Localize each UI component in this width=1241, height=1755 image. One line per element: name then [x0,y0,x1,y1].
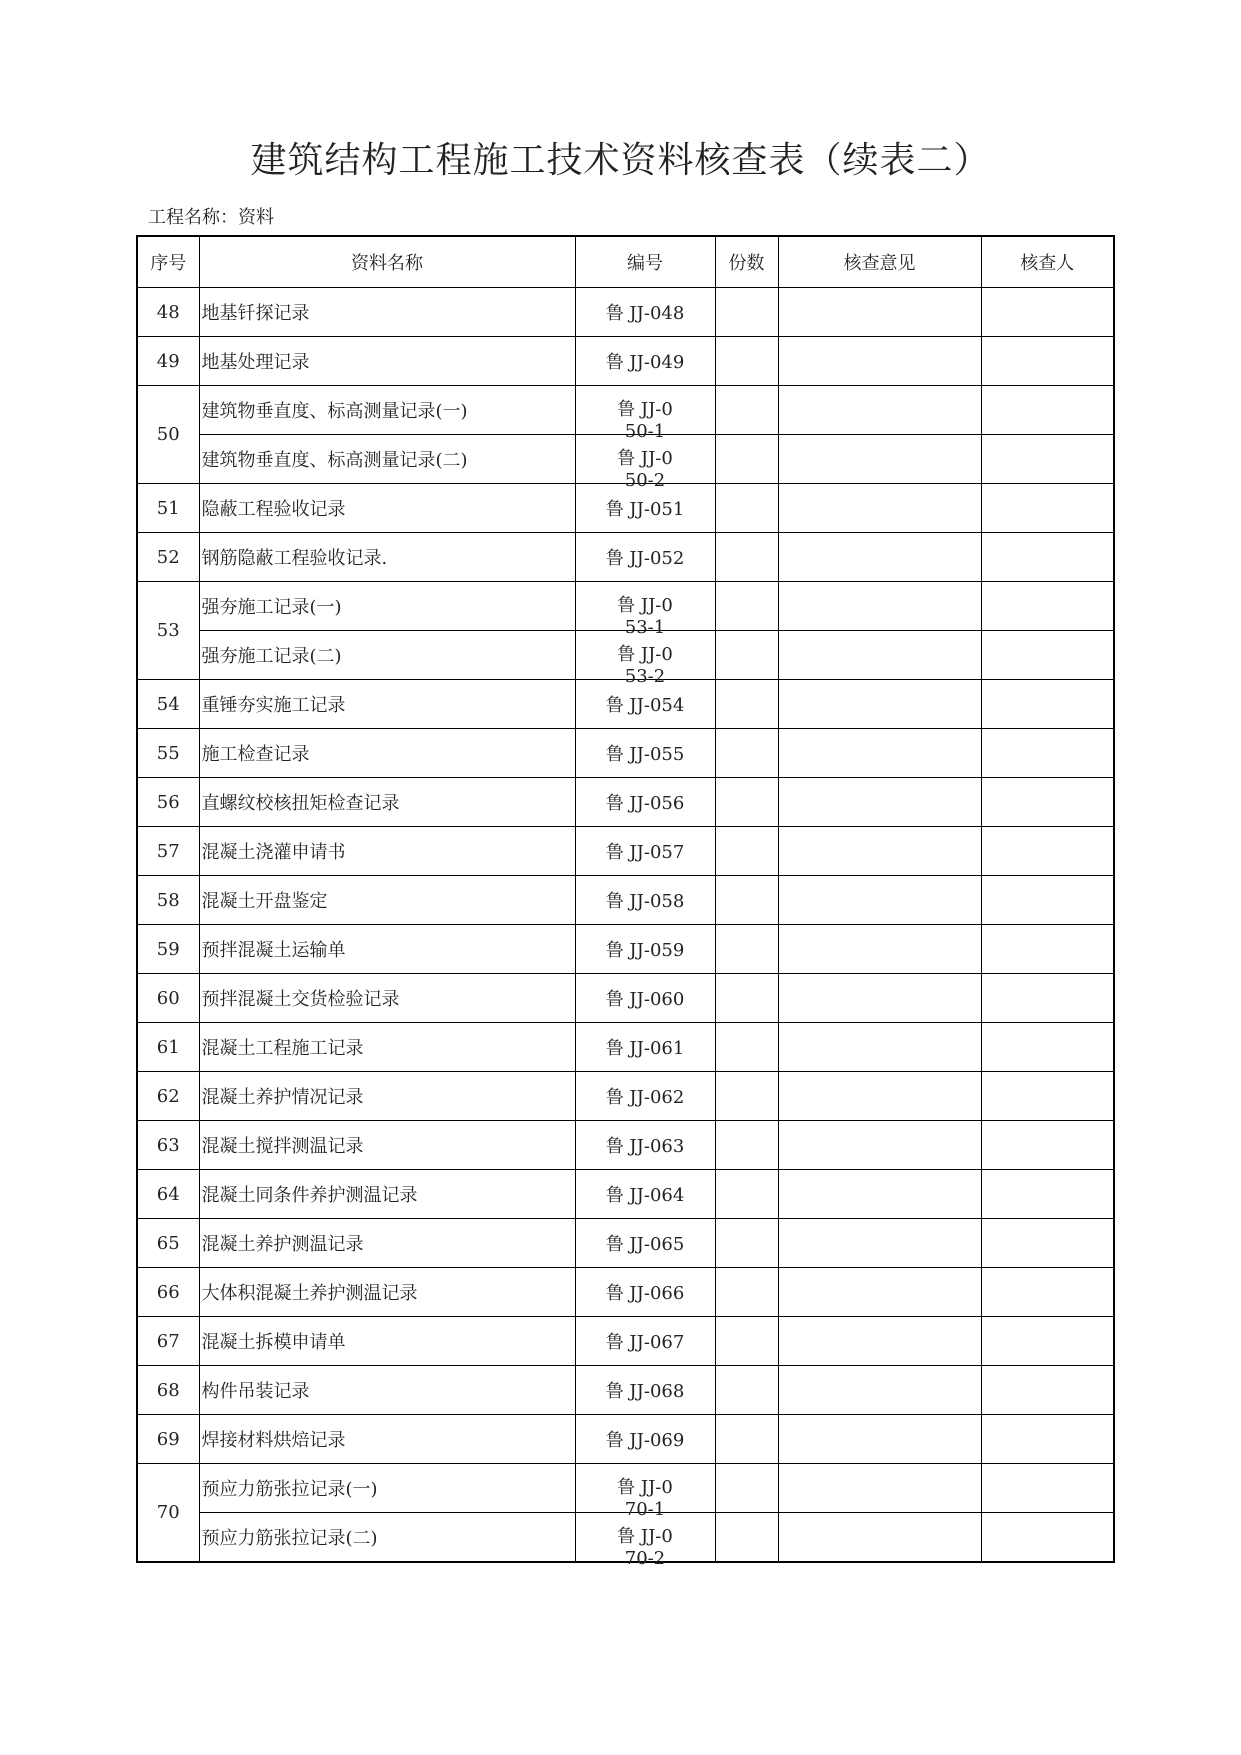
copies-cell[interactable] [715,1121,778,1170]
reviewer-cell[interactable] [981,337,1114,386]
copies-cell[interactable] [715,1464,778,1513]
review-opinion-cell[interactable] [778,1464,981,1513]
copies-cell[interactable] [715,1170,778,1219]
document-code-text: 鲁 JJ-053-2 [617,644,673,687]
document-code-text: 鲁 JJ-070-2 [617,1526,673,1569]
copies-cell[interactable] [715,1317,778,1366]
table-row [137,1464,1114,1513]
document-code-cell: 鲁 JJ-066 [575,1268,715,1317]
review-opinion-cell[interactable] [778,1513,981,1563]
header-row [137,236,1114,288]
document-code-cell: 鲁 JJ-062 [575,1072,715,1121]
document-name-cell: 直螺纹校核扭矩检查记录 [199,778,575,827]
reviewer-cell[interactable] [981,876,1114,925]
copies-cell[interactable] [715,925,778,974]
table-row [137,1072,1114,1121]
document-code-cell: 鲁 JJ-055 [575,729,715,778]
document-code-cell: 鲁 JJ-048 [575,288,715,337]
row-number-cell: 61 [137,1023,199,1072]
reviewer-cell[interactable] [981,1170,1114,1219]
row-number-cell: 63 [137,1121,199,1170]
table-row [137,386,1114,435]
document-code-cell: 鲁 JJ-059 [575,925,715,974]
document-name-cell: 混凝土工程施工记录 [199,1023,575,1072]
table-row [137,876,1114,925]
table-row [137,582,1114,631]
document-name-cell: 预拌混凝土运输单 [199,925,575,974]
copies-cell[interactable] [715,1268,778,1317]
review-opinion-cell[interactable] [778,876,981,925]
document-name-cell: 混凝土养护情况记录 [199,1072,575,1121]
reviewer-cell[interactable] [981,680,1114,729]
copies-cell[interactable] [715,386,778,435]
review-opinion-cell[interactable] [778,729,981,778]
reviewer-cell[interactable] [981,1121,1114,1170]
row-number-cell: 59 [137,925,199,974]
copies-cell[interactable] [715,288,778,337]
review-opinion-cell[interactable] [778,1121,981,1170]
reviewer-cell[interactable] [981,1219,1114,1268]
document-code-cell: 鲁 JJ-057 [575,827,715,876]
review-opinion-cell[interactable] [778,1317,981,1366]
table-row [137,778,1114,827]
row-number-cell: 48 [137,288,199,337]
reviewer-cell[interactable] [981,288,1114,337]
copies-cell[interactable] [715,337,778,386]
reviewer-cell[interactable] [981,533,1114,582]
row-number-cell: 68 [137,1366,199,1415]
document-code-cell: 鲁 JJ-052 [575,533,715,582]
row-number-cell: 60 [137,974,199,1023]
review-opinion-cell[interactable] [778,288,981,337]
document-name-cell: 建筑物垂直度、标高测量记录(一) [199,386,575,435]
document-name-cell: 混凝土浇灌申请书 [199,827,575,876]
review-opinion-cell[interactable] [778,1072,981,1121]
review-opinion-cell[interactable] [778,778,981,827]
document-code-cell: 鲁 JJ-060 [575,974,715,1023]
table-row [137,1170,1114,1219]
row-number-cell: 55 [137,729,199,778]
copies-cell[interactable] [715,533,778,582]
review-opinion-cell[interactable] [778,1023,981,1072]
document-code-cell: 鲁 JJ-064 [575,1170,715,1219]
copies-cell[interactable] [715,974,778,1023]
reviewer-cell[interactable] [981,1464,1114,1513]
reviewer-cell[interactable] [981,1023,1114,1072]
document-code-cell: 鲁 JJ-061 [575,1023,715,1072]
copies-cell[interactable] [715,631,778,680]
copies-cell[interactable] [715,1366,778,1415]
document-name-cell: 地基钎探记录 [199,288,575,337]
copies-cell[interactable] [715,729,778,778]
document-title: 建筑结构工程施工技术资料核查表（续表二） [250,140,991,181]
copies-cell[interactable] [715,484,778,533]
table-row [137,974,1114,1023]
review-opinion-cell[interactable] [778,827,981,876]
header-cell: 编号 [575,236,715,288]
review-opinion-cell[interactable] [778,1170,981,1219]
check-table [136,235,1115,1569]
document-name-cell: 地基处理记录 [199,337,575,386]
document-code-cell: 鲁 JJ-067 [575,1317,715,1366]
document-name-cell: 预应力筋张拉记录(二) [199,1513,575,1563]
row-number-cell: 52 [137,533,199,582]
document-code-cell: 鲁 JJ-063 [575,1121,715,1170]
review-opinion-cell[interactable] [778,631,981,680]
document-name-cell: 强夯施工记录(一) [199,582,575,631]
row-number-cell: 57 [137,827,199,876]
document-name-cell: 混凝土拆模申请单 [199,1317,575,1366]
reviewer-cell[interactable] [981,974,1114,1023]
copies-cell[interactable] [715,435,778,484]
review-opinion-cell[interactable] [778,435,981,484]
document-name-cell: 构件吊装记录 [199,1366,575,1415]
row-number-cell: 69 [137,1415,199,1464]
row-number-cell: 62 [137,1072,199,1121]
header-cell: 份数 [715,236,778,288]
reviewer-cell[interactable] [981,1415,1114,1464]
copies-cell[interactable] [715,1513,778,1563]
document-name-cell: 焊接材料烘焙记录 [199,1415,575,1464]
review-opinion-cell[interactable] [778,386,981,435]
row-number-cell: 64 [137,1170,199,1219]
reviewer-cell[interactable] [981,925,1114,974]
document-code-text: 鲁 JJ-050-1 [617,399,673,442]
row-number-cell: 66 [137,1268,199,1317]
reviewer-cell[interactable] [981,435,1114,484]
table-row [137,288,1114,337]
document-code-cell: 鲁 JJ-058 [575,876,715,925]
review-opinion-cell[interactable] [778,974,981,1023]
document-code-cell: 鲁 JJ-068 [575,1366,715,1415]
document-code-cell: 鲁 JJ-065 [575,1219,715,1268]
document-name-cell: 预应力筋张拉记录(一) [199,1464,575,1513]
row-number-cell: 56 [137,778,199,827]
row-number-cell: 51 [137,484,199,533]
header-cell: 核查意见 [778,236,981,288]
review-opinion-cell[interactable] [778,1415,981,1464]
review-opinion-cell[interactable] [778,1268,981,1317]
table-row [137,1317,1114,1366]
copies-cell[interactable] [715,582,778,631]
review-opinion-cell[interactable] [778,484,981,533]
reviewer-cell[interactable] [981,1366,1114,1415]
reviewer-cell[interactable] [981,631,1114,680]
copies-cell[interactable] [715,1415,778,1464]
table-row [137,1268,1114,1317]
row-number-cell: 50 [137,386,199,484]
document-name-cell: 混凝土养护测温记录 [199,1219,575,1268]
review-opinion-cell[interactable] [778,582,981,631]
table-row [137,1415,1114,1464]
reviewer-cell[interactable] [981,1513,1114,1563]
review-opinion-cell[interactable] [778,337,981,386]
reviewer-cell[interactable] [981,1317,1114,1366]
row-number-cell: 49 [137,337,199,386]
row-number-cell: 54 [137,680,199,729]
reviewer-cell[interactable] [981,827,1114,876]
copies-cell[interactable] [715,1072,778,1121]
review-opinion-cell[interactable] [778,1366,981,1415]
reviewer-cell[interactable] [981,778,1114,827]
reviewer-cell[interactable] [981,729,1114,778]
row-number-cell: 65 [137,1219,199,1268]
document-name-cell: 强夯施工记录(二) [199,631,575,680]
review-opinion-cell[interactable] [778,680,981,729]
document-name-cell: 混凝土开盘鉴定 [199,876,575,925]
table-row [137,1121,1114,1170]
document-code-cell: 鲁 JJ-054 [575,680,715,729]
table-row [137,337,1114,386]
table-row [137,533,1114,582]
table-row [137,827,1114,876]
copies-cell[interactable] [715,827,778,876]
document-code-cell [575,386,715,442]
review-opinion-cell[interactable] [778,533,981,582]
document-name-cell: 混凝土同条件养护测温记录 [199,1170,575,1219]
document-name-cell: 施工检查记录 [199,729,575,778]
document-name-cell: 重锤夯实施工记录 [199,680,575,729]
document-name-cell: 钢筋隐蔽工程验收记录. [199,533,575,582]
document-code-cell: 鲁 JJ-049 [575,337,715,386]
document-code-text: 鲁 JJ-050-2 [617,448,673,491]
review-opinion-cell[interactable] [778,925,981,974]
copies-cell[interactable] [715,1219,778,1268]
row-number-cell: 70 [137,1464,199,1563]
header-cell: 资料名称 [199,236,575,288]
row-number-cell: 67 [137,1317,199,1366]
reviewer-cell[interactable] [981,386,1114,435]
document-code-cell: 鲁 JJ-056 [575,778,715,827]
document-code-text: 鲁 JJ-053-1 [617,595,673,638]
document-name-cell: 预拌混凝土交货检验记录 [199,974,575,1023]
reviewer-cell[interactable] [981,1268,1114,1317]
table-row [137,1219,1114,1268]
header-cell: 核查人 [981,236,1114,288]
copies-cell[interactable] [715,876,778,925]
row-number-cell: 53 [137,582,199,680]
document-name-cell: 隐蔽工程验收记录 [199,484,575,533]
header-cell: 序号 [137,236,199,288]
document-code-cell: 鲁 JJ-051 [575,484,715,533]
table-row [137,925,1114,974]
copies-cell[interactable] [715,778,778,827]
document-name-cell: 建筑物垂直度、标高测量记录(二) [199,435,575,484]
document-name-cell: 大体积混凝土养护测温记录 [199,1268,575,1317]
document-name-cell: 混凝土搅拌测温记录 [199,1121,575,1170]
table-row [137,729,1114,778]
table-row [137,1023,1114,1072]
reviewer-cell[interactable] [981,484,1114,533]
table-row [137,1366,1114,1415]
document-code-cell [575,1464,715,1520]
reviewer-cell[interactable] [981,1072,1114,1121]
row-number-cell: 58 [137,876,199,925]
reviewer-cell[interactable] [981,582,1114,631]
document-code-cell [575,582,715,638]
project-name-label: 工程名称：资料 [148,207,274,228]
document-code-text: 鲁 JJ-070-1 [617,1477,673,1520]
table-body [137,288,1114,1569]
document-code-cell: 鲁 JJ-069 [575,1415,715,1464]
review-opinion-cell[interactable] [778,1219,981,1268]
copies-cell[interactable] [715,680,778,729]
copies-cell[interactable] [715,1023,778,1072]
